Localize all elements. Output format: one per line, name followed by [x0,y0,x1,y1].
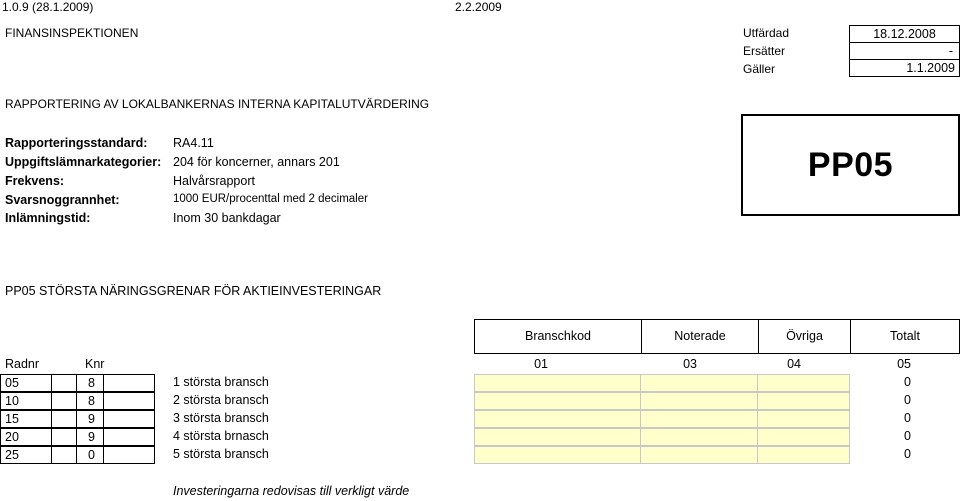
valid-value: 1.1.2009 [849,59,960,77]
replaces-label: Ersätter [743,44,786,58]
input-noterade[interactable] [640,428,758,446]
row-label: 1 största bransch [173,375,269,389]
issued-label: Utfärdad [743,26,790,40]
version-text: 1.0.9 (28.1.2009) [2,0,94,14]
input-branschkod[interactable] [474,428,641,446]
input-branschkod[interactable] [474,374,641,392]
knr-cell: 9 [76,428,103,446]
header-totalt: Totalt [890,329,920,343]
input-ovriga[interactable] [757,428,850,446]
info-value-categories: 204 för koncerner, annars 201 [173,155,340,169]
input-noterade[interactable] [640,446,758,464]
info-label-standard: Rapporteringsstandard: [5,136,148,150]
info-label-frequency: Frekvens: [5,174,65,188]
spacer-cell [103,392,155,410]
section-title: PP05 STÖRSTA NÄRINGSGRENAR FÖR AKTIEINVESTERINGAR [5,284,382,298]
input-ovriga[interactable] [757,446,850,464]
spacer-cell [103,428,155,446]
report-title: RAPPORTERING AV LOKALBANKERNAS INTERNA KAPITALUTVÄRDERING [5,97,430,111]
total-value: 0 [904,411,911,425]
header-ovriga: Övriga [786,329,823,343]
table-row [0,374,960,392]
table-row [0,446,960,464]
input-branschkod[interactable] [474,410,641,428]
spacer-cell [103,410,155,428]
input-ovriga[interactable] [757,410,850,428]
knr-cell: 0 [76,446,103,464]
input-branschkod[interactable] [474,446,641,464]
replaces-value: - [849,42,960,60]
table-row [0,410,960,428]
info-value-standard: RA4.11 [173,136,214,150]
spacer-cell [51,410,77,428]
col-code-ovriga: 04 [787,357,801,371]
version-date: 2.2.2009 [455,0,502,14]
spacer-cell [51,392,77,410]
input-noterade[interactable] [640,410,758,428]
input-ovriga[interactable] [757,392,850,410]
radnr-cell: 10 [0,392,52,410]
table-row [0,428,960,446]
spacer-cell [51,374,77,392]
radnr-cell: 25 [0,446,52,464]
col-code-totalt: 05 [897,357,911,371]
header-branschkod: Branschkod [524,329,591,343]
spacer-cell [51,446,77,464]
table-row [0,392,960,410]
spacer-cell [103,446,155,464]
form-code-box [741,114,960,216]
total-value: 0 [904,393,911,407]
col-code-noterade: 03 [683,357,697,371]
info-value-frequency: Halvårsrapport [173,174,255,188]
info-label-categories: Uppgiftslämnarkategorier: [5,155,162,169]
total-value: 0 [904,447,911,461]
authority-name: FINANSINSPEKTIONEN [5,26,139,40]
info-label-precision: Svarsnoggrannhet: [5,193,120,207]
row-label: 2 största bransch [173,393,269,407]
row-label: 5 största bransch [173,447,269,461]
info-value-deadline: Inom 30 bankdagar [173,211,281,225]
radnr-cell: 15 [0,410,52,428]
total-value: 0 [904,375,911,389]
radnr-cell: 20 [0,428,52,446]
table-header [474,319,960,354]
info-value-precision: 1000 EUR/procenttal med 2 decimaler [173,193,368,205]
knr-cell: 9 [76,410,103,428]
input-noterade[interactable] [640,374,758,392]
footnote: Investeringarna redovisas till verkligt värde [173,484,410,498]
meta-grid [849,21,960,82]
header-noterade: Noterade [674,329,726,343]
radnr-label: Radnr [5,357,40,371]
input-noterade[interactable] [640,392,758,410]
input-ovriga[interactable] [757,374,850,392]
row-label: 4 största brnasch [173,429,269,443]
total-value: 0 [904,429,911,443]
row-label: 3 största bransch [173,411,269,425]
form-code: PP05 [807,145,894,184]
spacer-cell [51,428,77,446]
radnr-cell: 05 [0,374,52,392]
issued-value: 18.12.2008 [849,25,960,43]
valid-label: Gäller [743,62,776,76]
knr-cell: 8 [76,392,103,410]
knr-cell: 8 [76,374,103,392]
spacer-cell [103,374,155,392]
knr-label: Knr [85,357,105,371]
col-code-branschkod: 01 [534,357,548,371]
input-branschkod[interactable] [474,392,641,410]
info-label-deadline: Inlämningstid: [5,211,91,225]
